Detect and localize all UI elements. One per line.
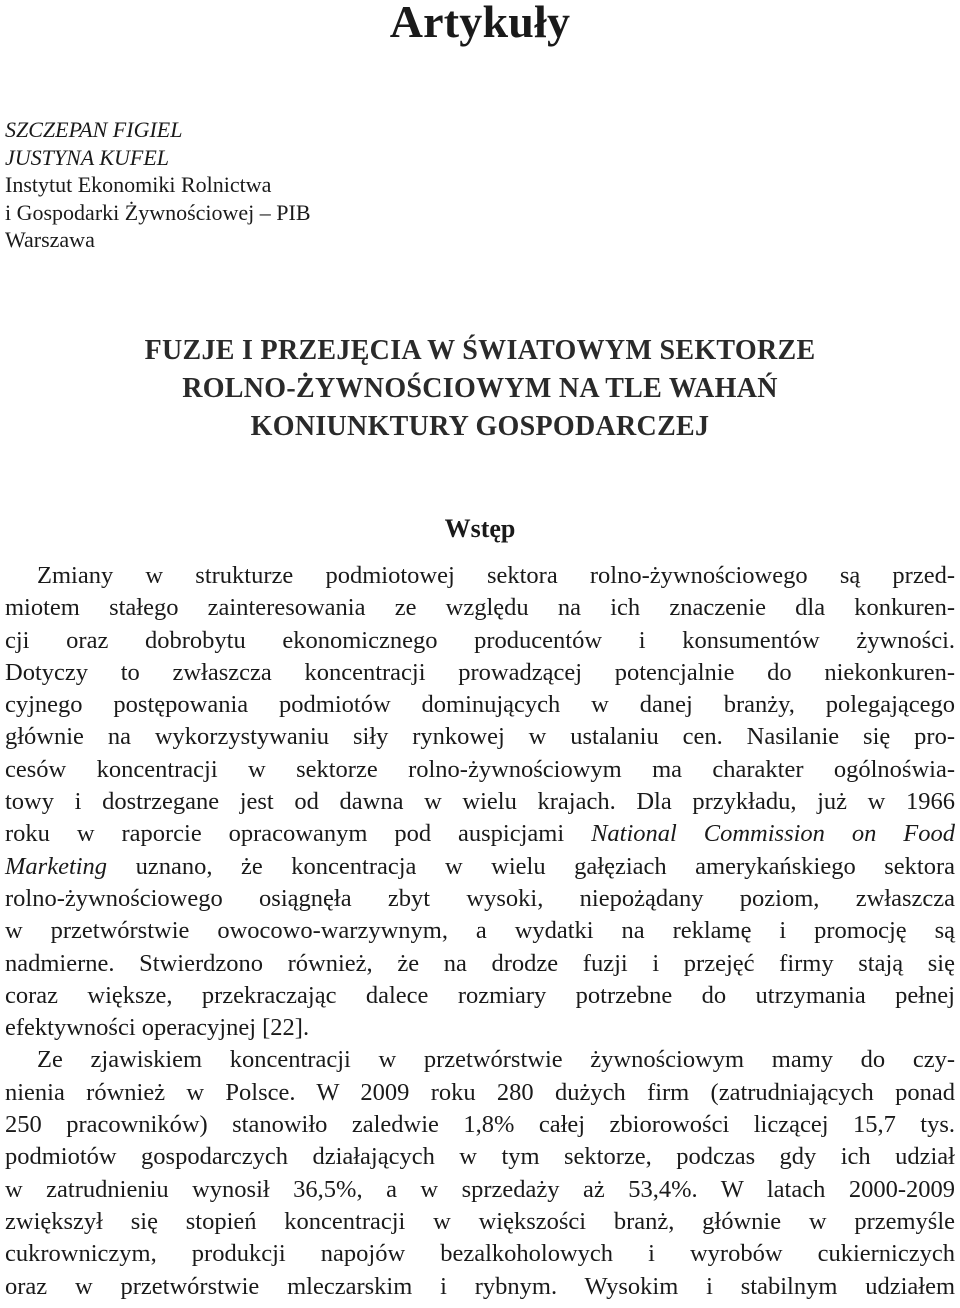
text-line: zwiększył się stopień koncentracji w większości branż, głównie w przemyśle <box>5 1207 955 1235</box>
text-line: nadmierne. Stwierdzono również, że na drodze fuzji i przejęć firmy stają się <box>5 949 955 977</box>
institution-line: Instytut Ekonomiki Rolnictwa <box>5 172 272 197</box>
article-title-line: ROLNO-ŻYWNOŚCIOWYM NA TLE WAHAŃ <box>182 373 778 404</box>
text-line: coraz większe, przekraczając dalece rozmiary potrzebne do utrzymania pełnej <box>5 981 955 1009</box>
section-title: Artykuły <box>389 0 571 47</box>
text-line: rolno-żywnościowego osiągnęła zbyt wysoki, niepożądany poziom, zwłaszcza <box>5 884 955 912</box>
italic-title-run: National Commission on Food <box>591 820 955 848</box>
article-title <box>0 332 960 446</box>
text-line: cji oraz dobrobytu ekonomicznego producentów i konsumentów żywności. <box>5 626 955 654</box>
text-line: 250 pracowników) stanowiło zaledwie 1,8% całej zbiorowości liczącej 15,7 tys. <box>5 1111 955 1139</box>
text-run: uznano, że koncentracja w wielu gałęziach amerykańskiego sektora <box>107 852 955 880</box>
text-line: Zmiany w strukturze podmiotowej sektora rolno-żywnościowego są przed- <box>37 562 955 589</box>
text-line: towy i dostrzegane jest od dawna w wielu krajach. Dla przykładu, już w 1966 <box>5 788 955 816</box>
section-heading-intro: Wstęp <box>444 514 516 543</box>
text-line: cesów koncentracji w sektorze rolno-żywnościowym ma charakter ogólnoświa- <box>5 755 955 783</box>
text-line: głównie na wykorzystywaniu siły rynkowej w ustalaniu cen. Nasilanie się pro- <box>5 723 955 751</box>
text-line <box>5 818 955 850</box>
article-title-line: FUZJE I PRZEJĘCIA W ŚWIATOWYM SEKTORZE <box>144 335 816 366</box>
italic-title-run: Marketing <box>5 852 108 880</box>
text-line: Dotyczy to zwłaszcza koncentracji prowadzącej potencjalnie do niekonkuren- <box>5 658 955 686</box>
text-run: roku w raporcie opracowanym pod auspicjami <box>5 820 592 848</box>
text-line: cukrowniczym, produkcji napojów bezalkoholowych i wyrobów cukierniczych <box>5 1240 955 1268</box>
body-text <box>5 560 955 1303</box>
article-title-line: KONIUNKTURY GOSPODARCZEJ <box>250 411 710 442</box>
text-line: efektywności operacyjnej [22]. <box>5 1014 310 1042</box>
text-line: w zatrudnieniu wynosił 36,5%, a w sprzedaży aż 53,4%. W latach 2000-2009 <box>5 1175 955 1203</box>
text-line: w przetwórstwie owocowo-warzywnym, a wydatki na reklamę i promocję są <box>5 917 955 945</box>
text-line: Ze zjawiskiem koncentracji w przetwórstwie żywnościowym mamy do czy- <box>37 1046 955 1074</box>
author-block <box>5 116 311 254</box>
text-line <box>5 851 955 883</box>
institution-line: i Gospodarki Żywnościowej – PIB <box>5 199 311 225</box>
text-line: oraz w przetwórstwie mleczarskim i rybnym. Wysokim i stabilnym udziałem <box>5 1272 955 1300</box>
text-line: miotem stałego zainteresowania ze względu na ich znaczenie dla konkuren- <box>5 594 955 622</box>
institution-city: Warszawa <box>5 227 95 252</box>
text-line: nienia również w Polsce. W 2009 roku 280 dużych firm (zatrudniających ponad <box>5 1078 955 1106</box>
text-line: podmiotów gospodarczych działających w tym sektorze, podczas gdy ich udział <box>5 1143 955 1171</box>
author-name: SZCZEPAN FIGIEL <box>5 117 183 142</box>
text-line: cyjnego postępowania podmiotów dominujących w danej branży, polegającego <box>5 691 955 719</box>
author-name: JUSTYNA KUFEL <box>5 144 170 170</box>
